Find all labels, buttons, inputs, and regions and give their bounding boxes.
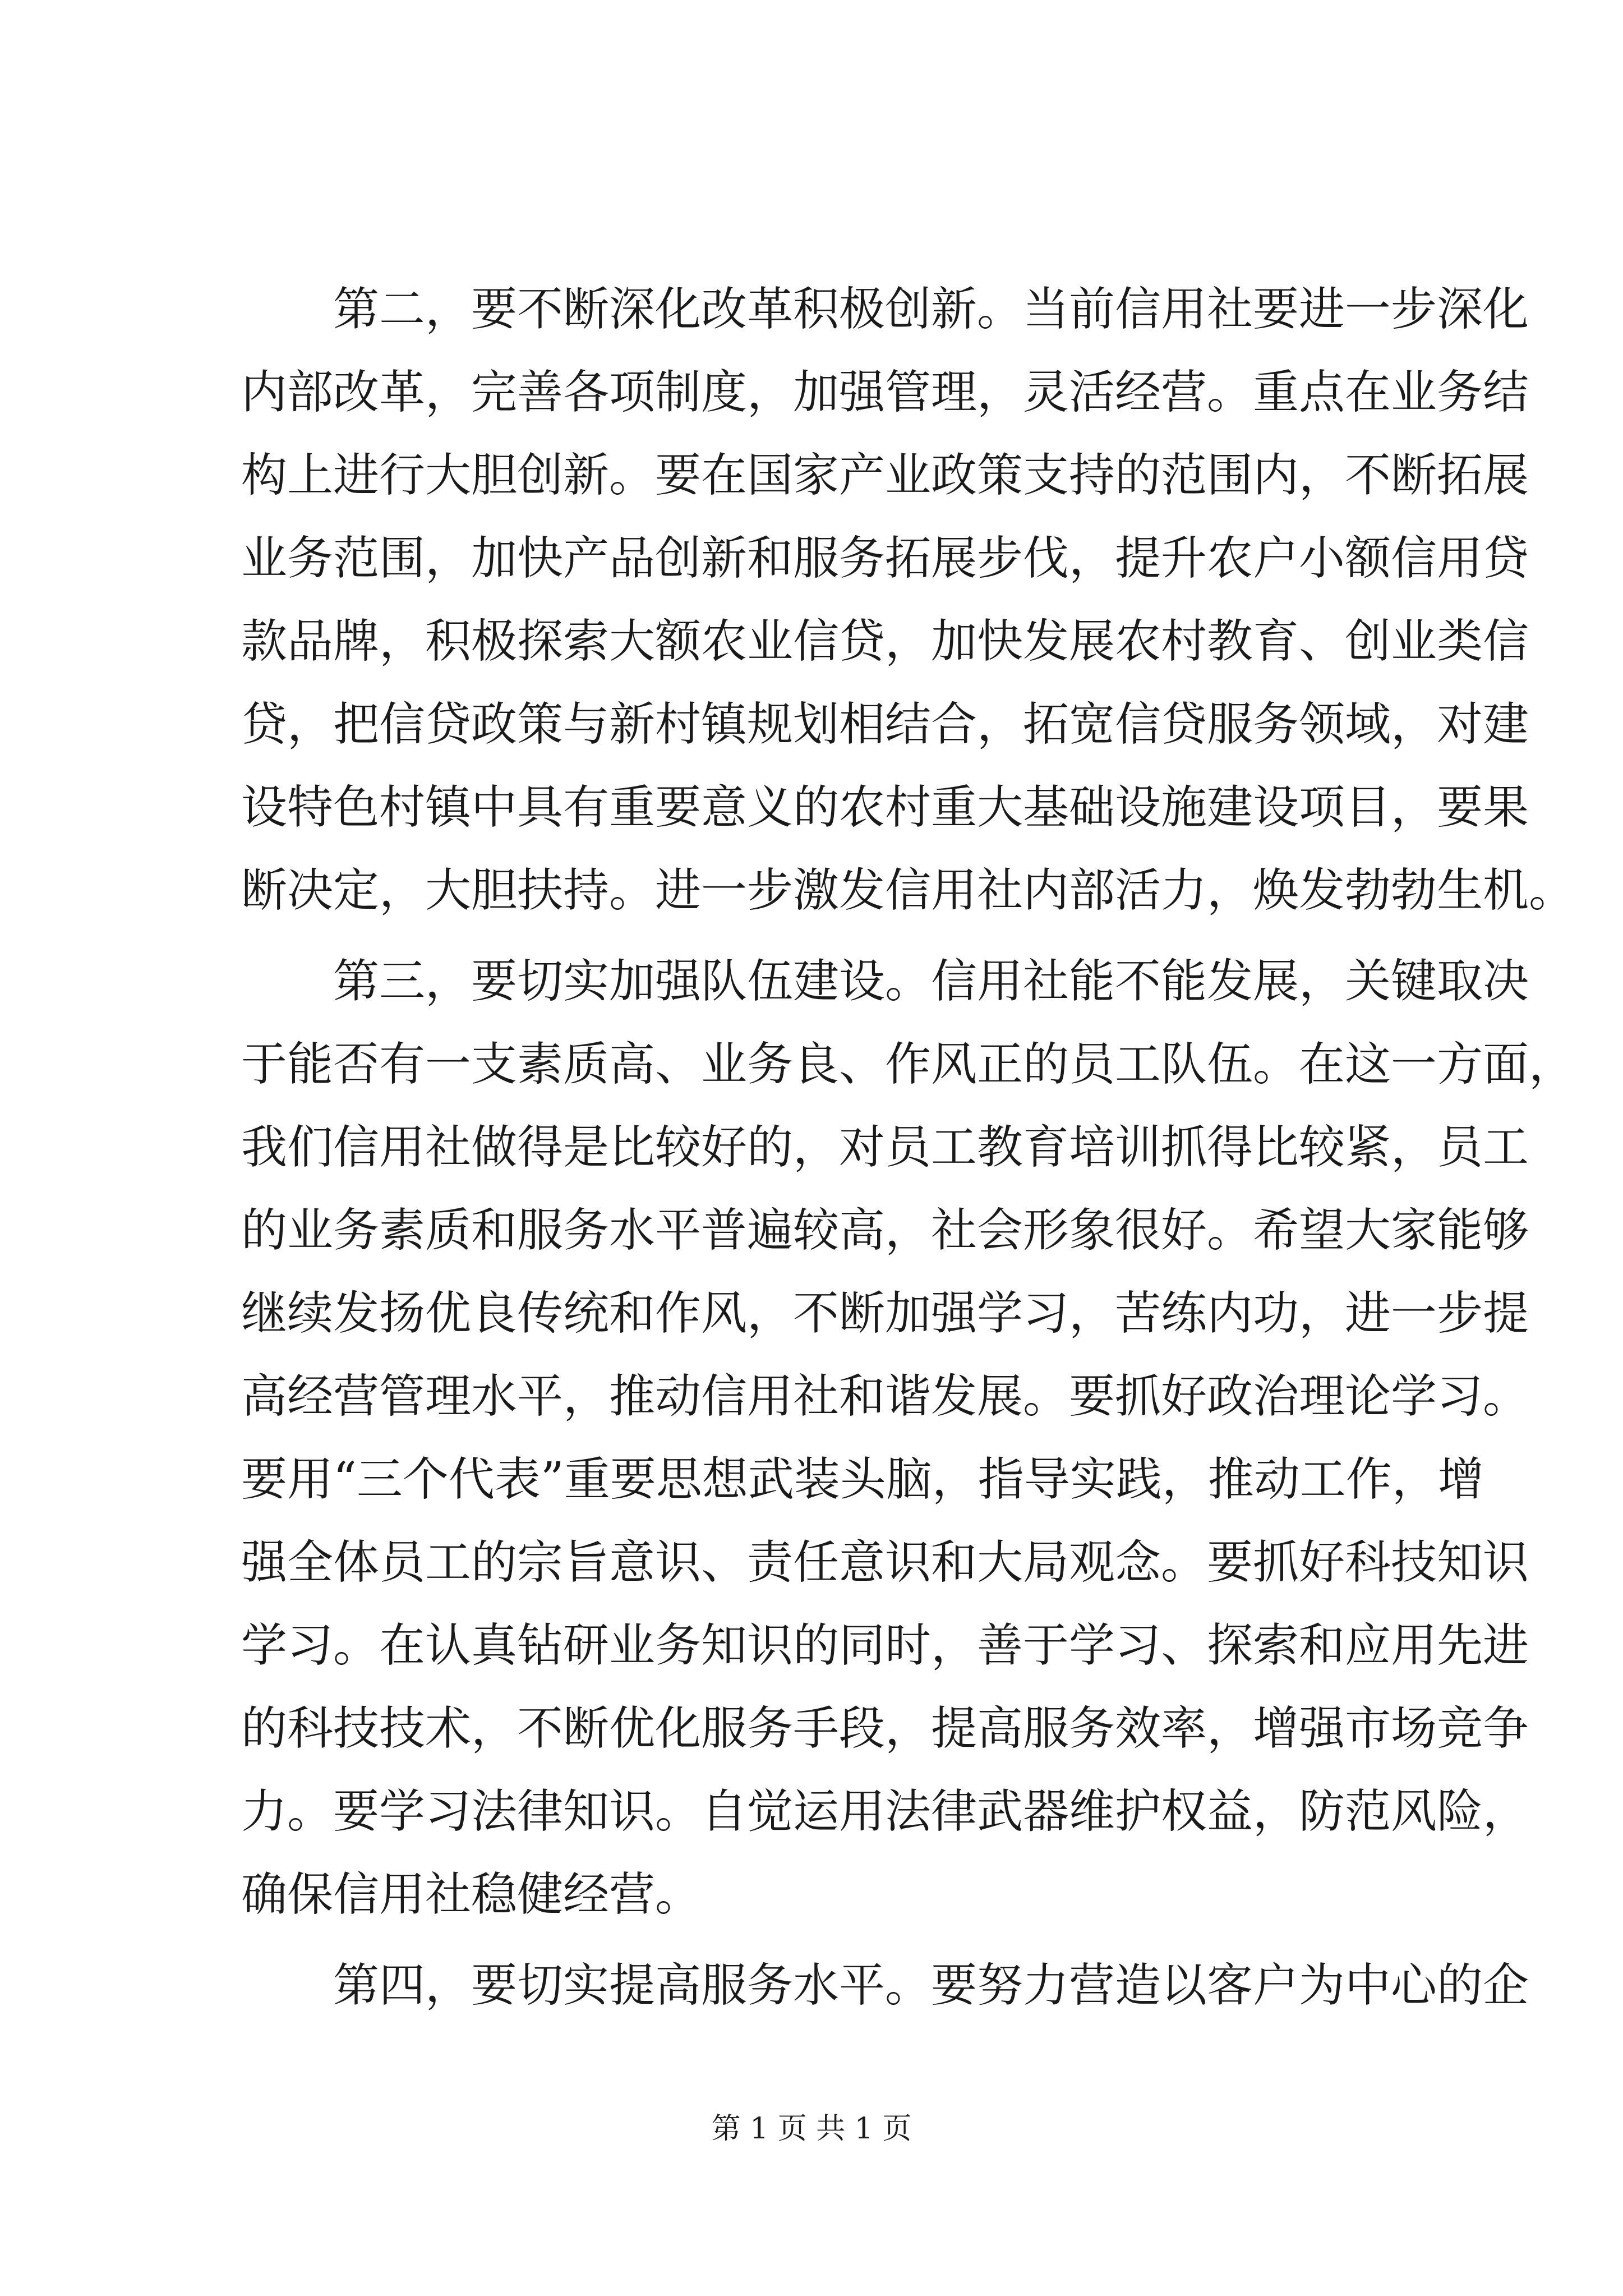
text-line: 设特色村镇中具有重要意义的农村重大基础设施建设项目，要果: [241, 781, 1529, 834]
text-line: 款品牌，积极探索大额农业信贷，加快发展农村教育、创业类信: [241, 615, 1529, 668]
text-line: 第二，要不断深化改革积极创新。当前信用社要进一步深化: [333, 283, 1529, 336]
text-line: 构上进行大胆创新。要在国家产业政策支持的范围内，不断拓展: [241, 449, 1529, 502]
paragraph: [241, 940, 1575, 1936]
text-line: 的科技技术，不断优化服务手段，提高服务效率，增强市场竞争: [241, 1702, 1529, 1755]
paragraph: [241, 1944, 1529, 2027]
page-footer: 第 1 页 共 1 页: [711, 2112, 912, 2146]
text-line: 学习。在认真钻研业务知识的同时，善于学习、探索和应用先进: [241, 1619, 1529, 1672]
text-line: 要用“三个代表”重要思想武装头脑，指导实践，推动工作，增: [241, 1453, 1484, 1506]
text-line: 第四，要切实提高服务水平。要努力营造以客户为中心的企: [333, 1959, 1529, 2012]
text-line: 业务范围，加快产品创新和服务拓展步伐，提升农户小额信用贷: [241, 532, 1529, 585]
text-line: 继续发扬优良传统和作风，不断加强学习，苦练内功，进一步提: [241, 1287, 1529, 1340]
text-line: 贷，把信贷政策与新村镇规划相结合，拓宽信贷服务领域，对建: [241, 698, 1529, 751]
text-line: 强全体员工的宗旨意识、责任意识和大局观念。要抓好科技知识: [241, 1536, 1529, 1589]
text-line: 内部改革，完善各项制度，加强管理，灵活经营。重点在业务结: [241, 366, 1529, 419]
paragraph-gap: [241, 1936, 1419, 1944]
text-line: 确保信用社稳健经营。: [241, 1868, 702, 1921]
document-body: [241, 268, 1575, 2027]
text-line: 于能否有一支素质高、业务良、作风正的员工队伍。在这一方面，: [241, 1038, 1575, 1091]
text-line: 的业务素质和服务水平普遍较高，社会形象很好。希望大家能够: [241, 1204, 1529, 1257]
text-line: 断决定，大胆扶持。进一步激发信用社内部活力，焕发勃勃生机。: [241, 864, 1575, 917]
text-line: 我们信用社做得是比较好的，对员工教育培训抓得比较紧，员工: [241, 1121, 1529, 1174]
paragraph: [241, 268, 1575, 932]
text-line: 力。要学习法律知识。自觉运用法律武器维护权益，防范风险，: [241, 1785, 1529, 1838]
text-line: 第三，要切实加强队伍建设。信用社能不能发展，关键取决: [333, 955, 1529, 1008]
text-line: 高经营管理水平，推动信用社和谐发展。要抓好政治理论学习。: [241, 1370, 1529, 1423]
paragraph-gap: [241, 932, 1419, 940]
